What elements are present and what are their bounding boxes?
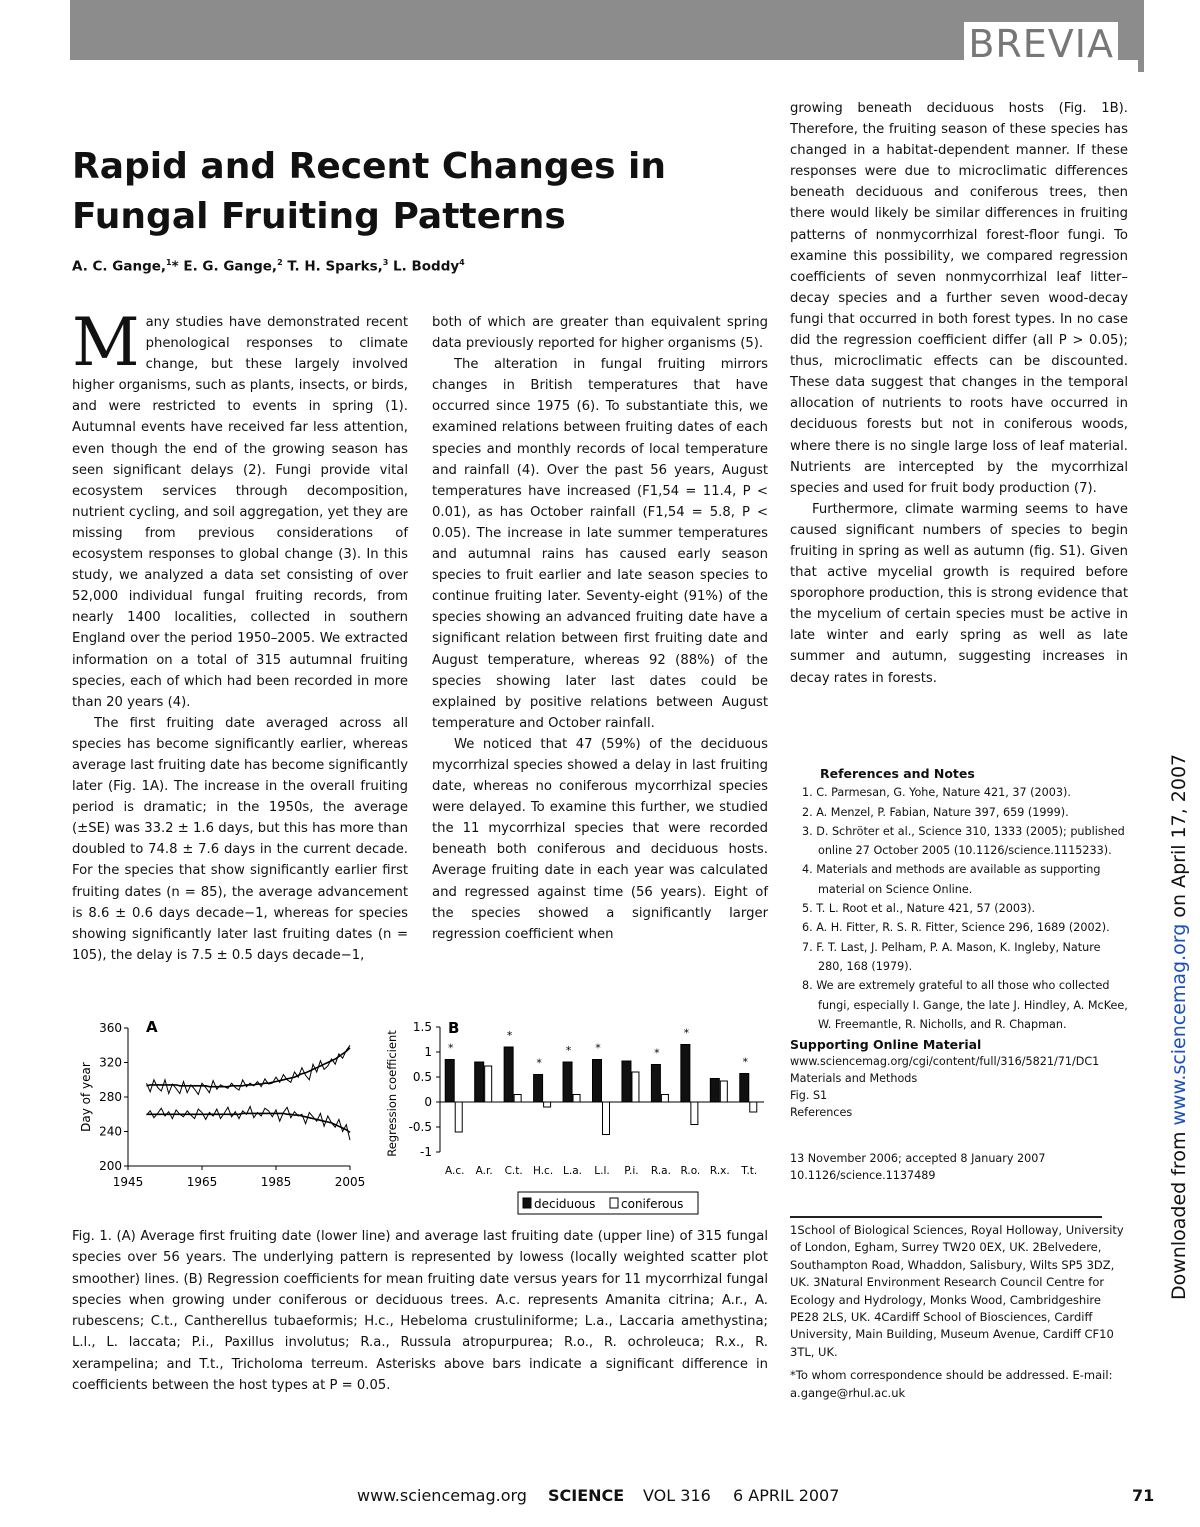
reference-item: 2. A. Menzel, P. Fabian, Nature 397, 659 (1999).	[802, 805, 1069, 819]
significance-asterisk: *	[595, 1041, 601, 1055]
bar-coniferous	[573, 1095, 580, 1103]
paragraph: both of which are greater than equivalent spring data previously reported for higher organisms (5).	[432, 315, 768, 352]
bar-coniferous	[544, 1102, 551, 1107]
x-tick-label: 1945	[112, 1175, 144, 1189]
last-fruiting-series	[147, 1045, 351, 1094]
received-dates: 13 November 2006; accepted 8 January 2007	[790, 1152, 1046, 1165]
category-label: R.x.	[709, 1165, 730, 1177]
som-item: Materials and Methods	[790, 1072, 918, 1085]
significance-asterisk: *	[683, 1026, 690, 1040]
figure-caption: Fig. 1. (A) Average first fruiting date (lower line) and average last fruiting date (upper line) of 315 fungal species over 56 years. The underlying pattern is represented by lowess (locally weighted scatter plot smoother) lines. (B) Regression coefficients for mean fruiting date versus years for 11 mycorrhizal fungal species when growing under coniferous or deciduous trees. A.c. represents Amanita citrina; A.r., A. rubescens; C.t., Cantherellus tubaeformis; H.c., Hebeloma crustuliniforme; L.a., Laccaria amethystina; L.l., L. laccata; P.i., Paxillus involutus; R.a., Russula atropurpurea; R.o., R. ochroleuca; R.x., R. xerampelina; and T.t., Tricholoma terreum. Asterisks above bars indicate a significant difference in coefficients between the host types at P = 0.05.	[72, 1229, 768, 1394]
paragraph: growing beneath deciduous hosts (Fig. 1B). Therefore, the fruiting season of these species has changed in a habitat-dependent manner. If these responses were due to microclimatic differences beneath deciduous and coniferous trees, then there would likely be similar differences in fruiting patterns of nonmycorrhizal forest-floor fungi. To examine this possibility, we compared regression coefficients of seven nonmycorrhizal leaf litter–decay species and a further seven wood-decay fungi that occurred in both forest types. In no case did the regression coefficient differ (all P > 0.05); thus, microclimatic effects can be discounted. These data suggest that changes in the temporal allocation of nutrients to roots have occurred in deciduous forests but not in coniferous woods, where there is no single large loss of leaf material. Nutrients are intercepted by the mycorrhizal species and used for fruit body production (7).	[790, 101, 1128, 496]
y-axis-label: Regression coefficient	[385, 1030, 399, 1157]
bar-deciduous	[504, 1047, 513, 1102]
bar-deciduous	[534, 1075, 543, 1103]
category-label: L.l.	[594, 1165, 610, 1177]
x-tick-label: 1985	[260, 1175, 292, 1189]
category-label: L.a.	[563, 1165, 583, 1177]
reference-item: 5. T. L. Root et al., Nature 421, 57 (2003).	[802, 902, 1036, 916]
footer-date: 6 APRIL 2007	[733, 1486, 840, 1505]
category-label: R.o.	[680, 1165, 701, 1177]
significance-asterisk: *	[447, 1041, 454, 1055]
significance-asterisk: *	[506, 1029, 513, 1042]
download-watermark: Downloaded from www.sciencemag.org on April 17, 2007	[1168, 753, 1190, 1300]
category-label: A.r.	[475, 1165, 493, 1177]
body-column-1	[72, 304, 408, 966]
y-tick-label: 360	[99, 1021, 122, 1035]
references-heading: References and Notes	[820, 766, 975, 781]
legend-swatch-deciduous	[523, 1198, 531, 1208]
correspondence-note: *To whom correspondence should be addressed. E-mail: a.gange@rhul.ac.uk	[790, 1368, 1113, 1400]
legend-label-coniferous: coniferous	[621, 1197, 684, 1211]
reference-item: 7. F. T. Last, J. Pelham, P. A. Mason, K. Ingleby, Nature 280, 168 (1979).	[802, 940, 1101, 973]
y-tick-label: 320	[99, 1055, 122, 1070]
footer-url[interactable]: www.sciencemag.org	[357, 1486, 527, 1505]
bar-deciduous	[445, 1060, 454, 1103]
bar-coniferous	[455, 1102, 462, 1132]
y-tick-label: 1.5	[412, 1020, 432, 1034]
legend	[518, 1192, 698, 1214]
bar-deciduous	[651, 1065, 660, 1103]
reference-item: 1. C. Parmesan, G. Yohe, Nature 421, 37 (2003).	[802, 786, 1071, 800]
y-tick-label: 280	[99, 1090, 122, 1104]
reference-item: 3. D. Schröter et al., Science 310, 1333 (2005); published online 27 October 2005 (10.1126/science.1115233).	[802, 824, 1125, 858]
paragraph: We noticed that 47 (59%) of the deciduous mycorrhizal species showed a delay in last fruiting date, whereas no coniferous mycorrhizal species were delayed. To examine this further, we studied the 11 mycorrhizal species that were recorded beneath both coniferous and deciduous hosts. Average fruiting date in each year was calculated and regressed against time (56 years). Eight of the species showed a significantly larger regression coefficient when	[432, 736, 768, 942]
author-list: A. C. Gange,$^1$* E. G. Gange,$^2$ T. H. Sparks,$^3$ L. Boddy$^4$	[72, 258, 465, 275]
affiliation-list: 1School of Biological Sciences, Royal Holloway, University of London, Egham, Surrey TW20 0EX, UK. 2Belvedere, Southampton Road, Whaddon, Salisbury, Wilts SP5 3DZ, UK. 3Natural Environment Research Council Centre for Ecology and Hydrology, Monks Wood, Cambridgeshire PE28 2LS, UK. 4Cardiff School of Biosciences, Cardiff University, Main Building, Museum Avenue, Cardiff CF10 3TL, UK.	[790, 1223, 1124, 1359]
paragraph: any studies have demonstrated recent phenological responses to climate change, but these largely involved higher organisms, such as plants, insects, or birds, and were restricted to events in spring (1). Autumnal events have received far less attention, even though the end of the growing season has seen significant delays (2). Fungi provide vital ecosystem services through decomposition, nutrient cycling, and soil aggregation, yet they are missing from previous considerations of ecosystem responses to global change (3). In this study, we analyzed a data set consisting of over 52,000 individual fungal fruiting records, from nearly 1400 localities, collected in southern England over the period 1950–2005. We extracted information on a total of 315 autumnal fruiting species, each of which had been recorded in more than 20 years (4).	[72, 315, 408, 710]
divider	[790, 1216, 1102, 1218]
y-tick-label: -0.5	[408, 1120, 432, 1134]
y-axis-label: Day of year	[79, 1062, 93, 1132]
footer-journal: SCIENCE	[548, 1486, 625, 1505]
dates-block	[790, 1150, 1128, 1184]
significance-asterisk: *	[536, 1056, 542, 1070]
body-column-3	[790, 98, 1128, 689]
page-number: 71	[1132, 1486, 1155, 1505]
legend-label-deciduous: deciduous	[534, 1197, 596, 1211]
affiliations	[790, 1222, 1128, 1402]
reference-item: 6. A. H. Fitter, R. S. R. Fitter, Science 296, 1689 (2002).	[802, 921, 1110, 935]
category-label: C.t.	[504, 1165, 523, 1177]
bar-coniferous	[632, 1072, 639, 1102]
paragraph: Furthermore, climate warming seems to have caused significant numbers of species to begin fruiting in spring as well as autumn (fig. S1). Given that active mycelial growth is required before sporophore production, this is strong evidence that the mycelium of certain species must be active in late winter and early spring as well as late summer and autumn, suggesting increases in decay rates in forests.	[790, 501, 1128, 686]
paragraph: The alteration in fungal fruiting mirrors changes in British temperatures that have occurred since 1975 (6). To substantiate this, we examined relations between fruiting dates of each species and monthly records of local temperature and rainfall (4). Over the past 56 years, August temperatures have increased (F1,54 = 11.4, P < 0.01), as has October rainfall (F1,54 = 5.8, P < 0.05). The increase in late summer temperatures and autumnal rains has caused early season species to fruit earlier and late season species to continue fruiting later. Seventy-eight (91%) of the species showing an advanced fruiting date have a significant relation between first fruiting date and August temperature, whereas 92 (88%) of the species showing later last dates could be explained by positive relations between August temperature and October rainfall.	[432, 357, 768, 731]
som-item: Fig. S1	[790, 1089, 828, 1102]
significance-asterisk: *	[742, 1055, 749, 1069]
last-fruiting-lowess	[147, 1048, 351, 1087]
bar-coniferous	[661, 1095, 668, 1103]
significance-asterisk: *	[654, 1046, 660, 1060]
paragraph: The first fruiting date averaged across all species has become significantly earlier, whereas average last fruiting date has become significantly later (Fig. 1A). The increase in the overall fruiting period is dramatic; in the 1950s, the average (±SE) was 33.2 ± 1.6 days, but this has more than doubled to 74.8 ± 7.6 days in the current decade. For the species that show significantly earlier first fruiting dates (n = 85), the average advancement is 8.6 ± 0.6 days decade−1, whereas for species showing significantly later last fruiting dates (n = 105), the delay is 7.5 ± 0.5 days decade−1,	[72, 715, 408, 963]
bar-coniferous	[485, 1066, 492, 1102]
bar-deciduous	[593, 1060, 602, 1103]
bar-deciduous	[740, 1074, 749, 1103]
y-tick-label: 1	[424, 1045, 432, 1059]
y-tick-label: 200	[99, 1159, 122, 1173]
bar-coniferous	[514, 1095, 521, 1103]
panel-label: A	[146, 1018, 158, 1036]
bar-coniferous	[750, 1102, 757, 1112]
x-tick-label: 1965	[186, 1175, 218, 1189]
article-title: Rapid and Recent Changes in Fungal Fruiting Patterns	[72, 146, 666, 237]
y-tick-label: 0	[424, 1095, 432, 1109]
dropcap: M	[72, 304, 140, 381]
supporting-material	[790, 1036, 1128, 1121]
bar-deciduous	[681, 1045, 690, 1103]
bar-deciduous	[710, 1079, 719, 1103]
category-label: R.a.	[650, 1165, 671, 1177]
bar-deciduous	[563, 1062, 572, 1102]
references	[790, 764, 1128, 1034]
x-tick-label: 2005	[334, 1175, 366, 1189]
doi: 10.1126/science.1137489	[790, 1169, 936, 1182]
panel-label: B	[448, 1019, 460, 1037]
bar-coniferous	[603, 1102, 610, 1135]
category-label: T.t.	[741, 1165, 758, 1177]
bar-deciduous	[622, 1061, 631, 1102]
header-bar-edge	[1138, 0, 1144, 72]
figure-1b-chart	[380, 1010, 775, 1220]
category-label: H.c.	[533, 1165, 554, 1177]
bar-deciduous	[475, 1062, 484, 1102]
som-link[interactable]: www.sciencemag.org/cgi/content/full/316/5821/71/DC1	[790, 1055, 1100, 1068]
category-label: P.i.	[624, 1165, 639, 1177]
category-label: A.c.	[445, 1165, 465, 1177]
som-heading: Supporting Online Material	[790, 1037, 982, 1052]
footer-volume: VOL 316	[643, 1486, 711, 1505]
legend-swatch-coniferous	[610, 1198, 618, 1208]
y-tick-label: 0.5	[412, 1070, 432, 1084]
y-tick-label: 240	[99, 1124, 122, 1139]
bar-coniferous	[691, 1102, 698, 1125]
figure-1a-chart	[72, 1010, 382, 1200]
body-column-2	[432, 312, 768, 945]
bar-coniferous	[720, 1081, 727, 1102]
watermark-link[interactable]: www.sciencemag.org	[1168, 923, 1190, 1126]
reference-item: 8. We are extremely grateful to all those who collected fungi, especially I. Gange, the late J. Hindley, A. McKee, W. Freemantle, R. Nicholls, and R. Chapman.	[802, 979, 1128, 1031]
reference-item: 4. Materials and methods are available as supporting material on Science Online.	[802, 863, 1101, 896]
som-item: References	[790, 1106, 853, 1119]
y-tick-label: -1	[420, 1145, 432, 1159]
significance-asterisk: *	[565, 1044, 572, 1057]
first-fruiting-series	[147, 1107, 351, 1141]
section-label: BREVIA	[964, 20, 1118, 68]
